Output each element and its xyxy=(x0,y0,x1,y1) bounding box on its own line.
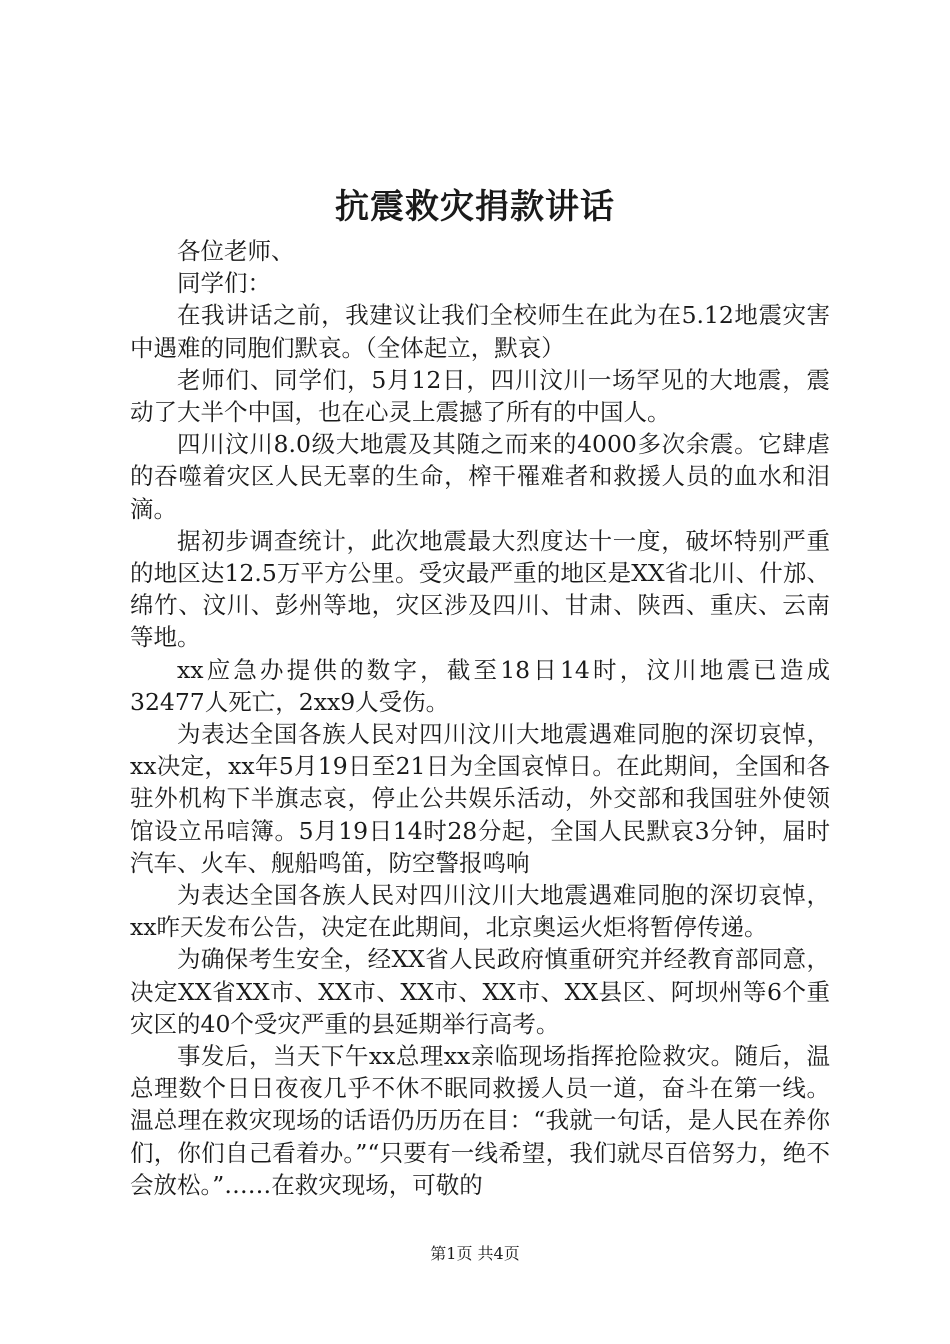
paragraph: 老师们、同学们，5月12日，四川汶川一场罕见的大地震，震动了大半个中国，也在心灵上震撼了所有的中国人。 xyxy=(130,365,830,427)
paragraph: 各位老师、 xyxy=(177,237,295,265)
paragraph: 四川汶川8.0级大地震及其随之而来的4000多次余震。它肆虐的吞噬着灾区人民无辜的生命，榨干罹难者和救援人员的血水和泪滴。 xyxy=(130,430,830,523)
paragraph: 为表达全国各族人民对四川汶川大地震遇难同胞的深切哀悼，xx昨天发布公告，决定在此期间，北京奥运火炬将暂停传递。 xyxy=(130,881,830,942)
paragraph: 据初步调查统计，此次地震最大烈度达十一度，破坏特别严重的地区达12.5万平方公里。受灾最严重的地区是XX省北川、什邡、绵竹、汶川、彭州等地，灾区涉及四川、甘肃、陕西、重庆、云南等地。 xyxy=(130,526,830,652)
paragraph: 在我讲话之前，我建议让我们全校师生在此为在5.12地震灾害中遇难的同胞们默哀。（全体起立，默哀） xyxy=(130,301,830,362)
document-body xyxy=(130,235,830,1201)
paragraph: 为确保考生安全，经XX省人民政府慎重研究并经教育部同意，决定XX省XX市、XX市、XX市、XX市、XX县区、阿坝州等6个重灾区的40个受灾严重的县延期举行高考。 xyxy=(130,945,830,1038)
document-title: 抗震救灾捐款讲话 xyxy=(335,187,615,227)
paragraph: 事发后，当天下午xx总理xx亲临现场指挥抢险救灾。随后，温总理数个日日夜夜几乎不休不眠同救援人员一道，奋斗在第一线。温总理在救灾现场的话语仍历历在目：“我就一句话，是人民在养你们，你们自己看着办。”“只要有一线希望，我们就尽百倍努力，绝不会放松。”……在救灾现场，可敬的 xyxy=(130,1042,830,1199)
paragraph: 同学们： xyxy=(177,269,271,298)
page-footer: 第1页 共4页 xyxy=(430,1244,520,1263)
paragraph: xx应急办提供的数字，截至18日14时，汶川地震已造成32477人死亡，2xx9人受伤。 xyxy=(130,655,830,716)
paragraph: 为表达全国各族人民对四川汶川大地震遇难同胞的深切哀悼，xx决定，xx年5月19日至21日为全国哀悼日。在此期间，全国和各驻外机构下半旗志哀，停止公共娱乐活动，外交部和我国驻外使领馆设立吊唁簿。5月19日14时28分起，全国人民默哀3分钟，届时汽车、火车、舰船鸣笛，防空警报鸣响 xyxy=(130,720,830,877)
